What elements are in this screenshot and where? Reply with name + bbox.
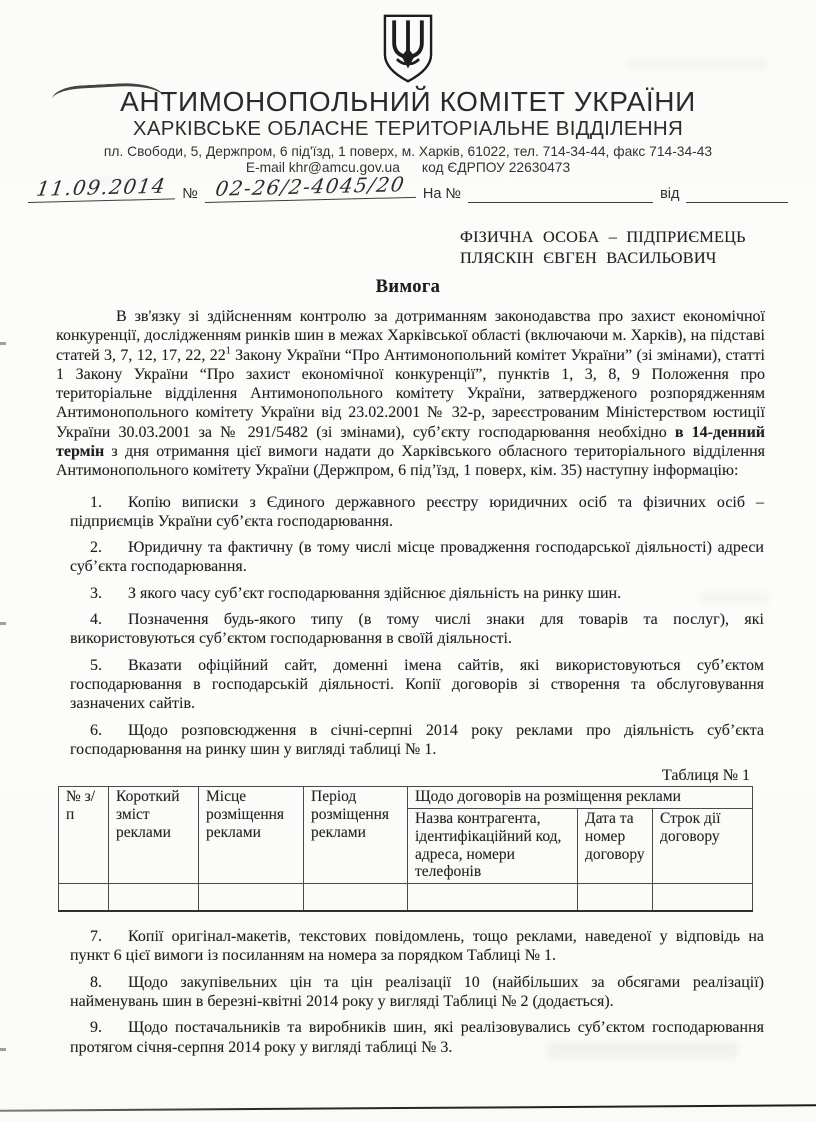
doc-number-handwritten: 02-26/2-4045/20 [213, 172, 407, 201]
empty-cell [109, 884, 199, 912]
item-text: Щодо закупівельних цін та цін реалізації 10 (найбільших за обсягами реалізації) найменувань шин в березні-квітні 2014 року у вигляді Таблиці № 2 (додається). [70, 973, 764, 1011]
empty-cell [199, 884, 304, 912]
item-text: Позначення будь-якого типу (в тому числі знаки для товарів та послуг), які використовуються суб’єктом господарювання в своїй діяльності. [70, 611, 764, 648]
item-text: Копію виписки з Єдиного державного реєстру юридичних осіб та фізичних осіб – підприємців України суб’єкта господарювання. [70, 493, 764, 530]
item-text: Юридичну та фактичну (в тому числі місце провадження господарської діяльності) адреси суб’єкта господарювання. [70, 539, 764, 576]
group-column-header: Щодо договорів на розміщення реклами [408, 787, 753, 809]
item-number: 7. [90, 928, 102, 946]
advertising-contracts-table [58, 786, 753, 912]
from-date-blank [686, 180, 788, 203]
column-header: Дата та номер договору [578, 808, 653, 883]
org-subtitle: ХАРКІВСЬКЕ ОБЛАСНЕ ТЕРИТОРІАЛЬНЕ ВІДДІЛЕННЯ [132, 117, 684, 141]
column-header: Назва контрагента, ідентифікаційний код, адреса, номери телефонів [408, 808, 578, 883]
list-item [70, 610, 764, 649]
empty-cell [304, 884, 408, 912]
item-number: 5. [90, 656, 102, 674]
table-row [59, 884, 753, 912]
item-text: Копії оригінал-макетів, текстових повідомлень, тощо реклами, наведеної у відповідь на пункт 6 цієї вимоги із посиланням на номера за порядком Таблиці № 1. [70, 928, 764, 965]
list-item [70, 584, 764, 603]
column-header: Період розміщення реклами [304, 787, 408, 884]
recipient-line-1: ФІЗИЧНА ОСОБА – ПІДПРИЄМЕЦЬ [460, 227, 746, 247]
list-item [70, 927, 764, 966]
ukraine-trident-emblem-icon [380, 13, 436, 85]
requirements-list-continued [0, 927, 816, 1057]
item-text: Щодо постачальників та виробників шин, які реалізовувались суб’єктом господарювання протягом січня-серпня 2014 року у вигляді таблиці № 3. [70, 1019, 764, 1056]
doc-date-field [27, 174, 175, 204]
column-header: № з/п [59, 787, 109, 884]
scan-artifact [0, 622, 6, 625]
item-number: 6. [90, 721, 102, 739]
column-header: Місце розміщення реклами [199, 787, 304, 884]
scan-artifact [628, 58, 768, 70]
recipient-block [460, 227, 760, 269]
list-item [70, 656, 764, 714]
doc-number-label: № [182, 186, 198, 203]
reference-line [28, 172, 788, 203]
item-number: 1. [90, 493, 102, 511]
bottom-scan-line [0, 1104, 816, 1112]
table-section [58, 767, 752, 912]
incoming-number-label: На № [422, 186, 461, 203]
table-header-row [59, 787, 753, 809]
intro-text: з дня отримання цієї вимоги надати до Харківського обласного територіального відділення Антимонопольного комітету України (Держпром, 6 під’їзд, 1 поверх, кім. 35) наступну інформацію: [56, 442, 765, 480]
incoming-number-blank [468, 180, 653, 203]
list-item [70, 973, 764, 1012]
empty-cell [653, 884, 753, 912]
superscript-footnote-marker: 1 [225, 345, 231, 357]
scan-artifact [0, 1048, 6, 1051]
column-header: Короткий зміст реклами [109, 787, 199, 884]
item-text: З якого часу суб’єкт господарювання здійснює діяльність на ринку шин. [128, 584, 622, 602]
org-address: пл. Свободи, 5, Держпром, 6 під'їзд, 1 поверх, м. Харків, 61022, тел. 714-34-44, факс 714-34-43 [103, 144, 713, 160]
deadline-emphasis: в 14-денний термін [56, 423, 766, 460]
scan-artifact [0, 342, 6, 345]
from-label: від [660, 186, 680, 203]
intro-paragraph [56, 307, 765, 481]
item-text: Вказати офіційний сайт, доменні імена сайтів, які використовуються суб’єктом господарювання в господарській діяльності. Копії договорів зі створення та обслуговування зазначених сайтів. [70, 656, 764, 713]
empty-cell [59, 884, 109, 912]
empty-cell [408, 884, 578, 912]
empty-cell [578, 884, 653, 912]
item-number: 2. [90, 539, 102, 557]
intro-text: В зв'язку зі здійсненням контролю за дотриманням законодавства про захист економічної конкуренції, дослідженням ринків шин в межах Харківської області (включаючи м. Харків), на підставі статей 3, 7, 12, 17, 22, 22 [56, 307, 765, 364]
item-number: 9. [90, 1019, 102, 1037]
item-number: 3. [90, 584, 102, 602]
org-name: АНТИМОНОПОЛЬНИЙ КОМІТЕТ УКРАЇНИ [120, 86, 696, 117]
document-title: Вимога [375, 276, 441, 297]
list-item [70, 721, 764, 760]
scan-artifact [700, 592, 770, 604]
item-number: 8. [90, 973, 102, 991]
org-email: E-mail khr@amcu.gov.ua [245, 160, 400, 176]
list-item [70, 493, 764, 532]
org-edrpou-code: код ЄДРПОУ 22630473 [421, 160, 571, 176]
list-item [70, 538, 764, 577]
item-number: 4. [90, 611, 102, 629]
column-header: Строк дії договору [653, 808, 753, 883]
doc-number-field [204, 172, 416, 203]
scan-artifact [548, 1042, 738, 1058]
recipient-line-2: ПЛЯСКІН ЄВГЕН ВАСИЛЬОВИЧ [460, 248, 717, 268]
doc-date-handwritten: 11.09.2014 [34, 173, 168, 202]
intro-text: Закону України “Про Антимонопольний комітет України” (зі змінами), статті 1 Закону України “Про захист економічної конкуренції”, пунктів 1, 3, 8, 9 Положення про територіальне відділення Антимонопольного комітету України, затвердженого розпорядженням Антимонопольного комітету України від 23.02.2001 № 32-р, зареєстрованим Міністерством юстиції України 30.03.2001 за № 291/5482 (зі змінами), суб’єкту господарювання необхідно [56, 346, 765, 441]
table-caption: Таблиця № 1 [662, 767, 750, 785]
requirements-list [0, 493, 816, 760]
item-text: Щодо розповсюдження в січні-серпні 2014 року реклами про діяльність суб’єкта господарювання на ринку шин у вигляді таблиці № 1. [70, 721, 764, 758]
